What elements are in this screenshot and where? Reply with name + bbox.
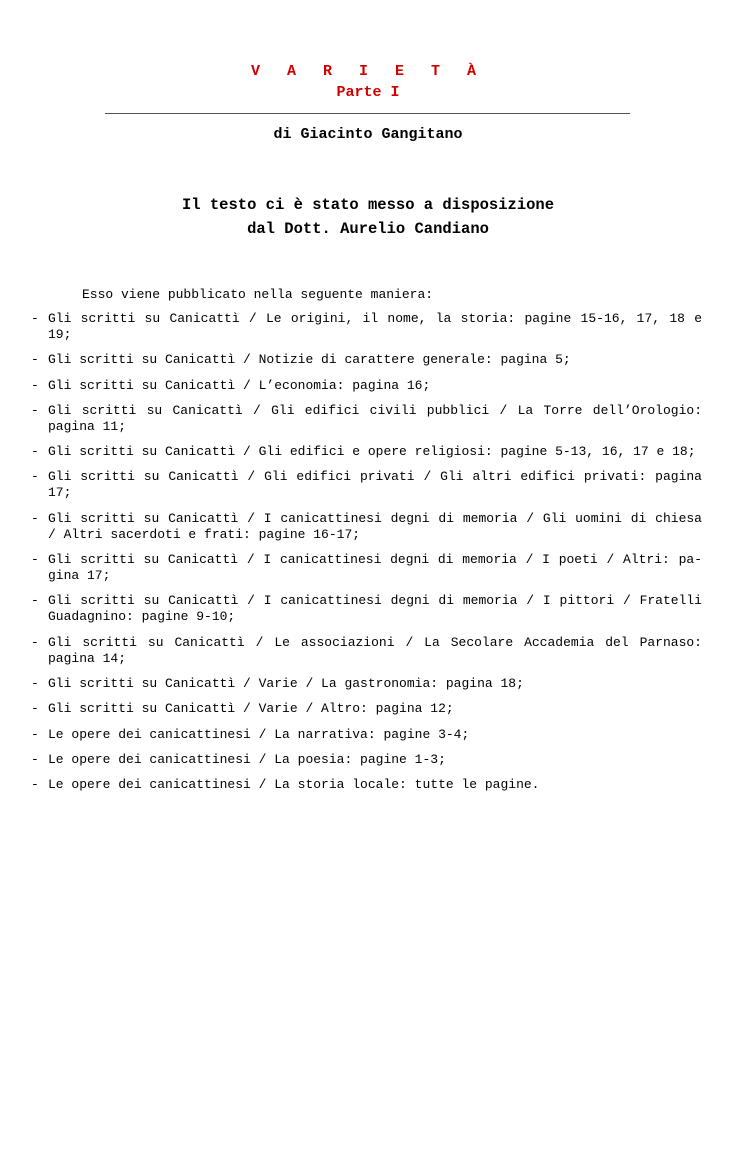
bullet-dash: - (31, 444, 39, 460)
list-item-text: Gli scritti su Canicattì / Le origini, il nome, la storia: pagine 15-16, 17, 18 e 19; (48, 311, 702, 342)
list-item-text: Gli scritti su Canicattì / Le associazioni / La Secolare Accademia del Parnaso: pagina 14; (48, 634, 702, 666)
intro-paragraph: Esso viene pubblicato nella seguente maniera: (82, 287, 434, 302)
list-item-text: Gli scritti su Canicattì / Gli edifici e opere religiosi: pagine 5-13, 16, 17 e 18; (48, 444, 696, 460)
credit-line-1: Il testo ci è stato messo a disposizione (181, 196, 555, 214)
list-item-text: Gli scritti su Canicattì / I canicattinesi degni di memoria / I poeti / Altri: pagina 17; (48, 552, 702, 584)
list-item-text: Le opere dei canicattinesi / La poesia: pagine 1-3; (48, 751, 446, 767)
author-line: di Giacinto Gangitano (273, 126, 463, 143)
bullet-dash: - (31, 510, 39, 526)
list-item (31, 593, 702, 625)
bullet-dash: - (31, 701, 39, 717)
bullet-dash: - (31, 377, 39, 393)
list-item-text: Gli scritti su Canicattì / Notizie di carattere generale: pagina 5; (48, 352, 571, 368)
bullet-dash: - (31, 726, 39, 742)
list-item-text: Le opere dei canicattinesi / La narrativa: pagine 3-4; (48, 726, 470, 742)
list-item (31, 444, 702, 460)
credit-block (0, 193, 736, 241)
bullet-dash: - (31, 675, 39, 691)
title-divider (105, 113, 630, 114)
list-item-text: Gli scritti su Canicattì / Gli edifici civili pubblici / La Torre dell’Orologio: pagina 11; (48, 402, 702, 434)
list-item (31, 701, 702, 717)
list-item (31, 403, 702, 435)
document-subtitle: Parte I (336, 84, 400, 101)
list-item (31, 676, 702, 692)
bullet-dash: - (31, 352, 39, 368)
list-item (31, 635, 702, 667)
bullet-dash: - (31, 634, 39, 650)
credit-line-2: dal Dott. Aurelio Candiano (247, 220, 489, 238)
list-item (31, 311, 702, 343)
list-item (31, 378, 702, 394)
list-item (31, 777, 702, 793)
list-item-text: Gli scritti su Canicattì / I canicattinesi degni di memoria / Gli uomini di chiesa / Altri sacerdoti e frati: pagine 16-17; (48, 510, 702, 542)
bullet-dash: - (31, 593, 39, 609)
list-item (31, 552, 702, 584)
bullet-dash: - (31, 552, 39, 568)
publication-list (31, 311, 702, 802)
list-item-text: Le opere dei canicattinesi / La storia locale: tutte le pagine. (48, 777, 540, 793)
list-item (31, 469, 702, 501)
list-item-text: Gli scritti su Canicattì / L’economia: pagina 16; (48, 377, 431, 393)
list-item-text: Gli scritti su Canicattì / Varie / La gastronomia: pagina 18; (48, 675, 524, 691)
bullet-dash: - (31, 311, 39, 326)
document-title: V A R I E T À (250, 63, 486, 80)
bullet-dash: - (31, 751, 39, 767)
list-item (31, 511, 702, 543)
list-item (31, 727, 702, 743)
list-item (31, 352, 702, 368)
bullet-dash: - (31, 469, 39, 485)
list-item-text: Gli scritti su Canicattì / I canicattinesi degni di memoria / I pittori / Fratelli Guadagnino: pagine 9-10; (48, 593, 702, 625)
list-item (31, 752, 702, 768)
list-item-text: Gli scritti su Canicattì / Gli edifici privati / Gli altri edifici privati: pagina 17; (48, 469, 702, 501)
list-item-text: Gli scritti su Canicattì / Varie / Altro: pagina 12; (48, 701, 454, 717)
bullet-dash: - (31, 402, 39, 418)
bullet-dash: - (31, 777, 39, 793)
